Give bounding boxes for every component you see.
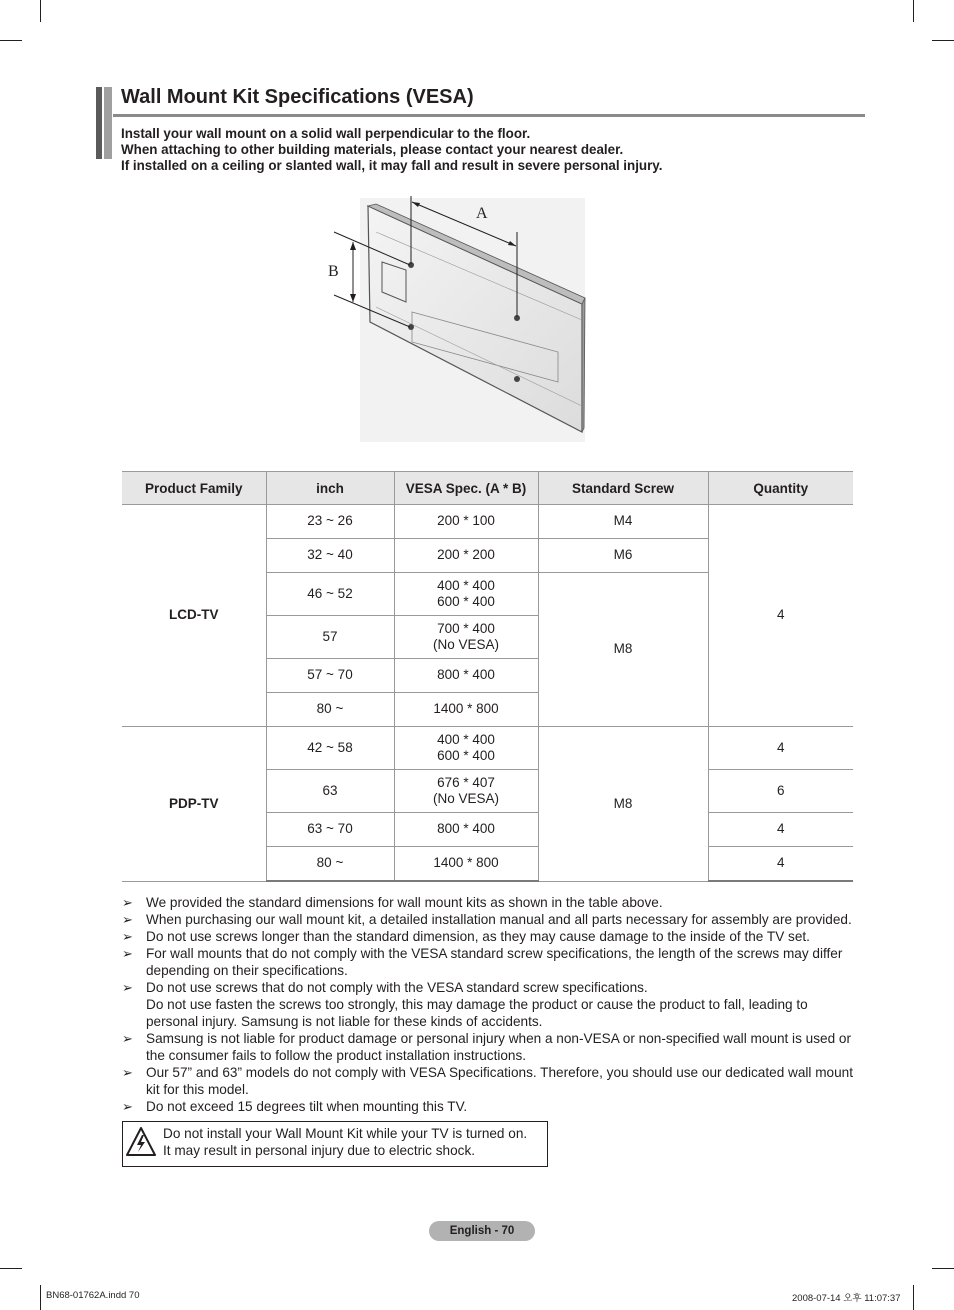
vesa-value: 676 * 407 — [437, 774, 495, 790]
table-row — [122, 727, 853, 770]
vesa-value: 200 * 100 — [437, 513, 495, 529]
note-line: kit for this model. — [146, 1082, 249, 1097]
quantity-cell: 4 — [708, 727, 853, 770]
inch-cell: 23 ~ 26 — [266, 505, 394, 539]
vesa-cell — [394, 727, 538, 770]
intro-line: Install your wall mount on a solid wall perpendicular to the floor. — [121, 126, 531, 141]
dimension-a-label: A — [476, 205, 488, 222]
product-family-cell: LCD-TV — [122, 505, 266, 727]
column-header: Standard Screw — [538, 472, 708, 505]
warning-line: Do not install your Wall Mount Kit while your TV is turned on. — [163, 1126, 528, 1141]
warning-text — [163, 1125, 527, 1159]
vesa-value: 700 * 400 — [437, 620, 495, 636]
vesa-value: 800 * 400 — [437, 667, 495, 683]
page-title: Wall Mount Kit Specifications (VESA) — [121, 86, 474, 108]
table-row — [122, 505, 853, 539]
note-arrow-icon: ➢ — [122, 1065, 133, 1080]
note-line: Our 57” and 63” models do not comply with VESA Specifications. Therefore, you should use our dedicated wall mount — [146, 1065, 854, 1080]
vesa-value: 1400 * 800 — [433, 701, 499, 717]
crop-mark — [932, 1268, 954, 1269]
vesa-value: 200 * 200 — [437, 547, 495, 563]
inch-cell: 57 — [266, 616, 394, 659]
vesa-cell — [394, 693, 538, 727]
note-line: Do not use fasten the screws too strongly, this may damage the product or cause the product to fall, leading to — [146, 997, 808, 1012]
warning-line: It may result in personal injury due to electric shock. — [163, 1143, 476, 1158]
column-header: Quantity — [708, 472, 853, 505]
vesa-value: 600 * 400 — [437, 748, 495, 763]
page-number-badge: English - 70 — [429, 1221, 535, 1241]
note-item — [122, 911, 867, 928]
intro-line: When attaching to other building materials, please contact your nearest dealer. — [121, 142, 624, 157]
inch-cell: 63 — [266, 770, 394, 813]
note-item — [122, 1098, 867, 1115]
inch-cell: 42 ~ 58 — [266, 727, 394, 770]
note-line: Samsung is not liable for product damage or personal injury when a non-VESA or non-specified wall mount is used or — [146, 1031, 851, 1046]
note-line: Do not use screws longer than the standard dimension, as they may cause damage to the inside of the TV set. — [146, 929, 810, 944]
note-line: Do not exceed 15 degrees tilt when mounting this TV. — [146, 1099, 468, 1114]
vesa-cell — [394, 847, 538, 882]
screw-cell: M6 — [538, 539, 708, 573]
vesa-value: (No VESA) — [432, 791, 500, 806]
note-line: We provided the standard dimensions for wall mount kits as shown in the table above. — [146, 895, 663, 910]
vesa-cell — [394, 505, 538, 539]
note-arrow-icon: ➢ — [122, 895, 133, 910]
note-line: the consumer fails to follow the product installation instructions. — [146, 1048, 527, 1063]
note-item — [122, 928, 867, 945]
vesa-spec-table — [122, 471, 853, 882]
product-family-cell: PDP-TV — [122, 727, 266, 882]
note-line: When purchasing our wall mount kit, a detailed installation manual and all parts necessary for assembly are provided. — [146, 912, 852, 927]
footer-timestamp: 2008-07-14 오후 11:07:37 — [792, 1293, 901, 1304]
inch-cell: 46 ~ 52 — [266, 573, 394, 616]
inch-cell: 32 ~ 40 — [266, 539, 394, 573]
crop-mark — [40, 0, 41, 22]
vesa-cell — [394, 616, 538, 659]
vesa-cell — [394, 573, 538, 616]
title-rule — [113, 114, 865, 117]
intro-line: If installed on a ceiling or slanted wall, it may fall and result in severe personal injury. — [121, 158, 663, 173]
note-arrow-icon: ➢ — [122, 946, 133, 961]
note-line: personal injury. Samsung is not liable for these kinds of accidents. — [146, 1014, 543, 1029]
note-arrow-icon: ➢ — [122, 1031, 133, 1046]
title-accent-bar — [104, 87, 112, 159]
column-header: Product Family — [122, 472, 266, 505]
crop-mark — [932, 40, 954, 41]
note-arrow-icon: ➢ — [122, 980, 133, 995]
inch-cell: 80 ~ — [266, 693, 394, 727]
inch-cell: 63 ~ 70 — [266, 813, 394, 847]
column-header: VESA Spec. (A * B) — [394, 472, 538, 505]
column-header: inch — [266, 472, 394, 505]
vesa-value: 400 * 400 — [437, 731, 495, 747]
vesa-value: 400 * 400 — [437, 577, 495, 593]
quantity-cell: 4 — [708, 505, 853, 727]
vesa-cell — [394, 770, 538, 813]
tv-back-diagram — [320, 192, 590, 442]
note-line: Do not use screws that do not comply with the VESA standard screw specifications. — [146, 980, 648, 995]
inch-cell: 57 ~ 70 — [266, 659, 394, 693]
note-item — [122, 894, 867, 911]
note-item — [122, 1064, 867, 1098]
notes-list — [122, 894, 867, 1115]
vesa-value: 600 * 400 — [437, 594, 495, 609]
electric-shock-warning-icon — [125, 1126, 157, 1158]
vesa-cell — [394, 539, 538, 573]
note-arrow-icon: ➢ — [122, 929, 133, 944]
screw-cell: M4 — [538, 505, 708, 539]
crop-mark — [40, 1285, 41, 1310]
vesa-value: 800 * 400 — [437, 821, 495, 837]
note-line: depending on their specifications. — [146, 963, 348, 978]
screw-cell: M8 — [538, 727, 708, 882]
vesa-value: (No VESA) — [432, 637, 500, 652]
crop-mark — [0, 1268, 22, 1269]
dimension-b-label: B — [328, 263, 339, 280]
crop-mark — [913, 0, 914, 22]
warning-box — [122, 1121, 548, 1167]
crop-mark — [913, 1285, 914, 1310]
note-arrow-icon: ➢ — [122, 912, 133, 927]
screw-cell: M8 — [538, 573, 708, 727]
footer-file-info: BN68-01762A.indd 70 — [46, 1290, 140, 1301]
quantity-cell: 4 — [708, 847, 853, 882]
crop-mark — [0, 40, 22, 41]
vesa-value: 1400 * 800 — [433, 855, 499, 871]
title-accent-bar — [96, 87, 102, 159]
note-item — [122, 945, 867, 979]
note-item — [122, 1030, 867, 1064]
quantity-cell: 6 — [708, 770, 853, 813]
vesa-cell — [394, 659, 538, 693]
quantity-cell: 4 — [708, 813, 853, 847]
note-arrow-icon: ➢ — [122, 1099, 133, 1114]
vesa-cell — [394, 813, 538, 847]
intro-text — [121, 126, 662, 174]
note-item — [122, 979, 867, 1030]
inch-cell: 80 ~ — [266, 847, 394, 882]
note-line: For wall mounts that do not comply with the VESA standard screw specifications, the length of the screws may differ — [146, 946, 843, 961]
